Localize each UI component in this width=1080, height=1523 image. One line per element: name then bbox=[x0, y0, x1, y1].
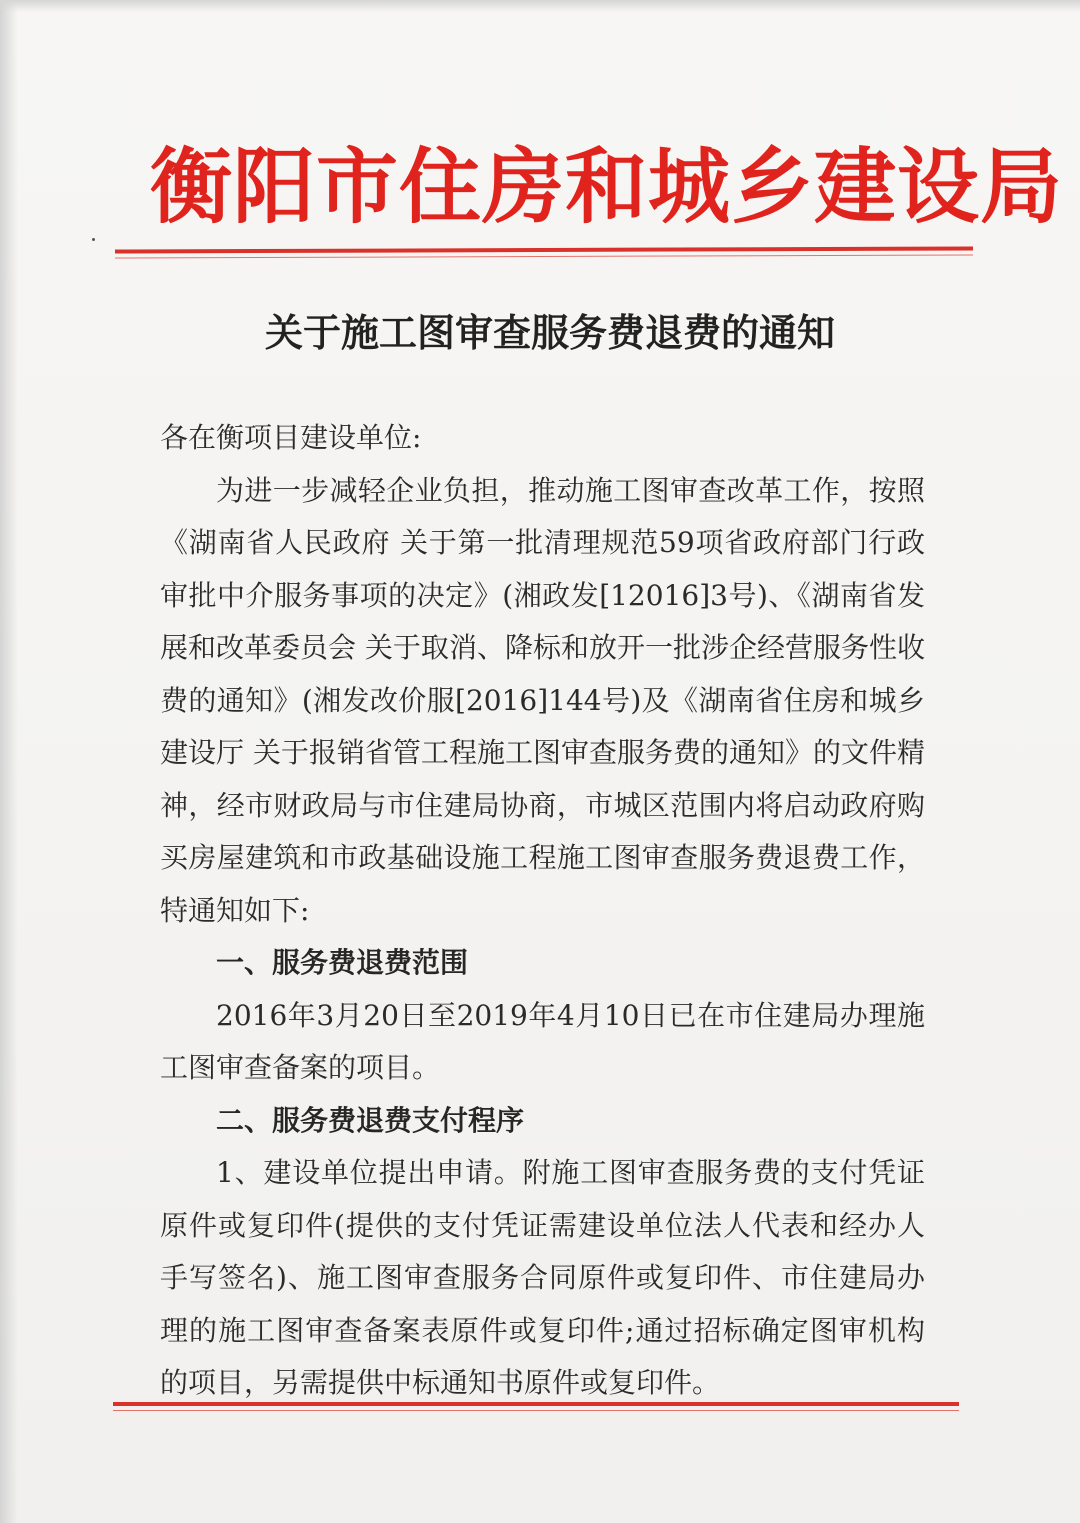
page-edge-shadow-left bbox=[0, 0, 18, 1523]
letterhead-org-name: 衡阳市住房和城乡建设局 bbox=[150, 140, 1064, 235]
footer-red-rule-thin bbox=[113, 1410, 959, 1411]
document-title: 关于施工图审查服务费退费的通知 bbox=[264, 310, 835, 355]
section-2-heading: 二、服务费退费支付程序 bbox=[216, 1103, 525, 1137]
paper-speck bbox=[92, 238, 95, 241]
section-1-heading: 一、服务费退费范围 bbox=[216, 946, 469, 979]
section-1-text: 2016年3月20日至2019年4月10日已在市住建局办理施工图审查备案的项目。 bbox=[160, 998, 925, 1084]
document-body bbox=[160, 412, 925, 1410]
letterhead-red-rule-thin bbox=[115, 255, 973, 259]
page-edge-shadow-top bbox=[0, 0, 1080, 12]
footer-red-rule bbox=[113, 1402, 959, 1406]
section-2-item-1: 1、建设单位提出申请。附施工图审查服务费的支付凭证原件或复印件(提供的支付凭证需建设单位法人代表和经办人手写签名)、施工图审查服务合同原件或复印件、市住建局办理的施工图审查备案表原件或复印件;通过招标确定图审机构的项目，另需提供中标通知书原件或复印件。 bbox=[160, 1156, 925, 1399]
intro-paragraph: 为进一步减轻企业负担，推动施工图审查改革工作，按照《湖南省人民政府 关于第一批清理规范59项省政府部门行政审批中介服务事项的决定》(湘政发[12016]3号)、《湖南省发展和改革委员会 关于取消、降标和放开一批涉企经营服务性收费的通知》(湘发改价服[2016]144号)及《湖南省住房和城乡建设厅 关于报销省管工程施工图审查服务费的通知》的文件精神，经市财政局与市住建局协商，市城区范围内将启动政府购买房屋建筑和市政基础设施工程施工图审查服务费退费工作，特通知如下: bbox=[160, 473, 925, 927]
salutation: 各在衡项目建设单位: bbox=[160, 421, 422, 454]
